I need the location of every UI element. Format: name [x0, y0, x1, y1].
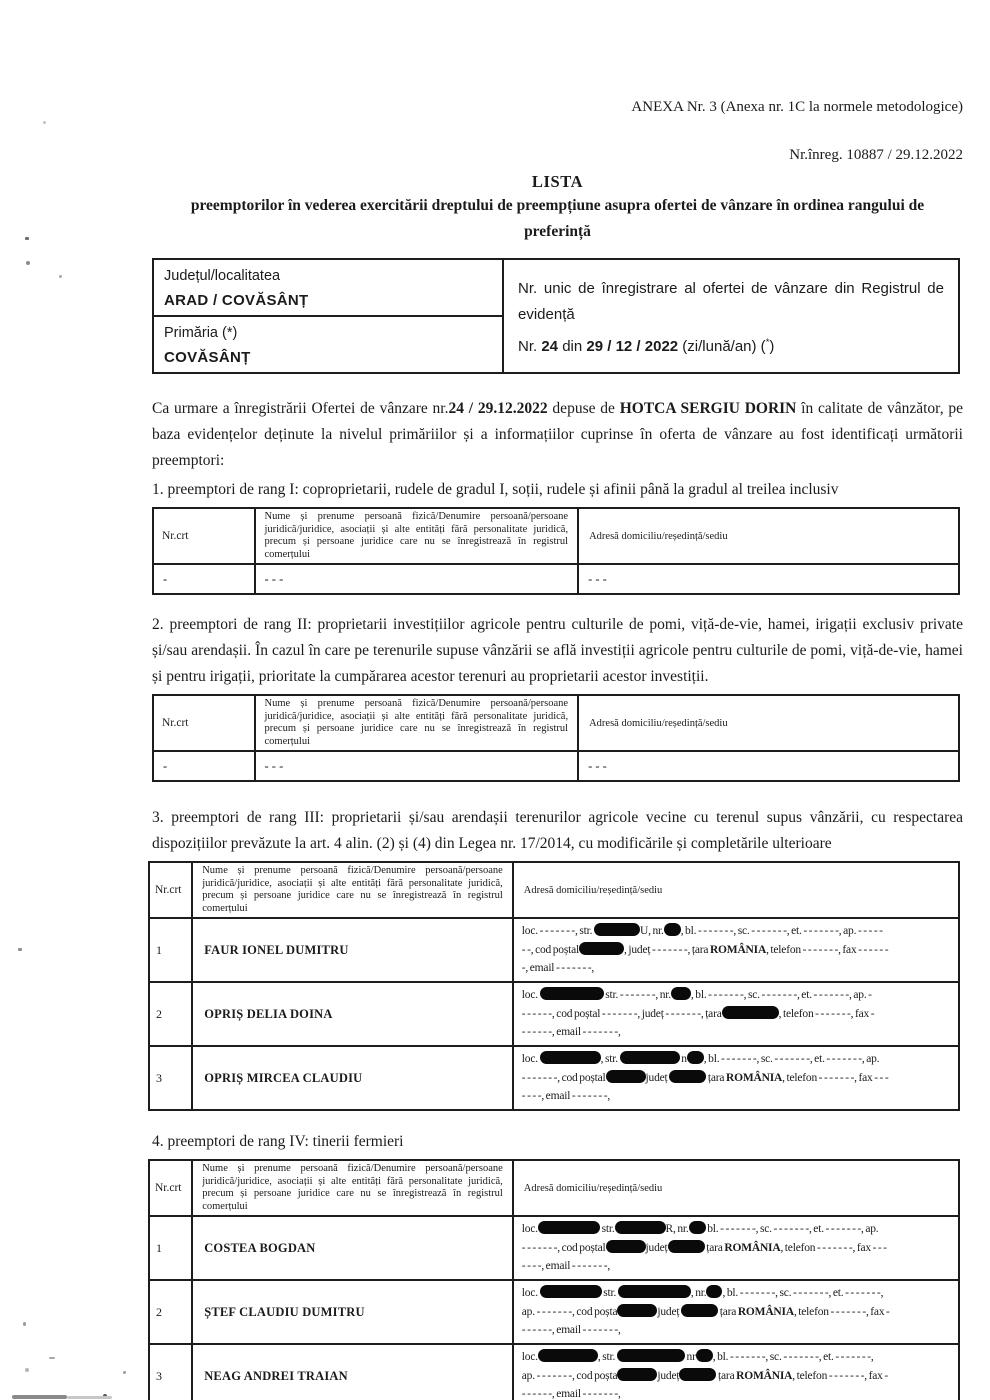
address-line: loc. , str. n , bl. - - - - - - -, sc. - - - - - - -, et. - - - - - - -, ap.: [521, 1053, 880, 1066]
address-line: - - - -, email - - - - - - -,: [521, 1090, 611, 1103]
col-header-name: Nume și prenume persoană fizică/Denumire persoană/persoane juridică/juridice, asociații și alte entități fără personalitate juridică, precum și persoane juridice care nu se înregistrează în registrul comerțului: [192, 1160, 513, 1216]
section1-heading: 1. preemptori de rang I: coproprietarii, rudele de gradul I, soții, rudele și afinii până la gradul al treilea inclusiv: [152, 481, 839, 498]
col-header-address: Adresă domiciliu/reședință/sediu: [578, 695, 959, 751]
unique-registration-cell: [503, 259, 959, 373]
preemptor-row: [149, 1216, 959, 1280]
redaction-mark: [540, 1285, 602, 1298]
row-number: 1: [149, 918, 192, 982]
redaction-mark: [606, 1070, 646, 1083]
county-cell: [153, 259, 503, 316]
redaction-mark: [706, 1285, 722, 1298]
address-line: - - - - - -, email - - - - - - -,: [521, 1388, 621, 1400]
registration-info-table: [152, 258, 960, 374]
preemptor-name: COSTEA BOGDAN: [192, 1216, 513, 1280]
preemptor-address: [513, 982, 959, 1046]
preemptor-address: - - -: [578, 751, 959, 781]
address-line: - - - - - - -, cod poștal județ țara ROMÂNIA, telefon - - - - - - -, fax - - -: [521, 1241, 887, 1254]
address-line: - - - -, email - - - - - - -,: [521, 1260, 611, 1273]
preemptor-address: [513, 1280, 959, 1344]
row-number: 3: [149, 1344, 192, 1400]
preemptor-name: - - -: [255, 751, 579, 781]
preemptor-address: [513, 1344, 959, 1400]
registration-number: Nr.înreg. 10887 / 29.12.2022: [789, 147, 963, 163]
primaria-value: COVĂSÂNȚ: [164, 349, 251, 366]
unique-reg-label-line1: Nr. unic de înregistrare al ofertei de vânzare din Registrul de: [518, 280, 944, 297]
rank2-table: [152, 694, 960, 782]
redaction-mark: [540, 1051, 601, 1064]
address-line: loc. str. R, nr. bl. - - - - - - -, sc. - - - - - - -, et. - - - - - - -, ap.: [521, 1223, 879, 1236]
redaction-mark: [668, 1240, 705, 1253]
scan-speck: [49, 1357, 55, 1359]
redaction-mark: [538, 1349, 598, 1362]
col-header-nr: Nr.crt: [149, 1160, 192, 1216]
empty-row: [153, 564, 959, 594]
address-line: loc. str. - - - - - - -, nr. , bl. - - - - - - -, sc. - - - - - - -, et. - - - - - - -, ap. -: [521, 989, 872, 1002]
section3-heading: 3. preemptori de rang III: proprietarii și/sau arendașii terenurilor agricole vecine cu terenul supus vânzării, cu respectarea dispozițiilor prevăzute la art. 4 alin. (2) și (4) din Legea nr. 17/2014, cu modificările și completările ulterioare: [152, 809, 963, 852]
address-line: - - - - - -, cod poștal - - - - - - -, județ - - - - - - -, țara , telefon - - - - - - -, fax -: [521, 1007, 875, 1020]
scan-smudge: [12, 1395, 67, 1399]
section4-heading: 4. preemptori de rang IV: tinerii fermieri: [152, 1133, 404, 1150]
preemptor-name: OPRIȘ DELIA DOINA: [192, 982, 513, 1046]
col-header-name: Nume și prenume persoană fizică/Denumire persoană/persoane juridică/juridice, asociații și alte entități fără personalitate juridică, precum și persoane juridice care nu se înregistrează în registrul comerțului: [255, 508, 579, 564]
redaction-mark: [540, 987, 604, 1000]
address-line: - - - - - - -, cod poștal județ țara ROMÂNIA, telefon - - - - - - -, fax - - -: [521, 1071, 889, 1084]
scan-speck: [23, 1322, 26, 1326]
col-header-address: Adresă domiciliu/reședință/sediu: [513, 862, 959, 918]
preemptor-row: [149, 982, 959, 1046]
address-line: loc. str. , nr. , bl. - - - - - - -, sc. - - - - - - -, et. - - - - - - -,: [521, 1287, 884, 1300]
preemptor-address: [513, 1046, 959, 1110]
preemptor-name: OPRIȘ MIRCEA CLAUDIU: [192, 1046, 513, 1110]
empty-row: [153, 751, 959, 781]
row-number: 2: [149, 1280, 192, 1344]
redaction-mark: [617, 1368, 657, 1381]
redaction-mark: [664, 923, 681, 936]
scan-speck: [26, 261, 30, 265]
row-number: 2: [149, 982, 192, 1046]
redaction-mark: [669, 1070, 706, 1083]
address-line: - - - - - -, email - - - - - - -,: [521, 1026, 621, 1039]
col-header-name: Nume și prenume persoană fizică/Denumire persoană/persoane juridică/juridice, asociații și alte entități fără personalitate juridică, precum și persoane juridice care nu se înregistrează în registrul comerțului: [192, 862, 513, 918]
redaction-mark: [617, 1304, 657, 1317]
preemptor-name: NEAG ANDREI TRAIAN: [192, 1344, 513, 1400]
address-line: - - - - - -, email - - - - - - -,: [521, 1324, 621, 1337]
address-line: - -, cod poștal , județ - - - - - - -, țara ROMÂNIA, telefon - - - - - - -, fax - - - - - -: [521, 943, 889, 956]
redaction-mark: [579, 942, 624, 955]
rank4-table: [148, 1159, 960, 1400]
county-value: ARAD / COVĂSÂNȚ: [164, 292, 309, 309]
rank3-table: [148, 861, 960, 1111]
subtitle-line-2: preferință: [524, 223, 591, 240]
redaction-mark: [722, 1006, 779, 1019]
col-header-name: Nume și prenume persoană fizică/Denumire persoană/persoane juridică/juridice, asociații și alte entități fără personalitate juridică, precum și persoane juridice care nu se înregistrează în registrul comerțului: [255, 695, 579, 751]
preemptor-address: [513, 1216, 959, 1280]
redaction-mark: [696, 1349, 713, 1362]
scan-speck: [25, 1368, 29, 1372]
unique-reg-label-line2: evidență: [518, 306, 575, 323]
redaction-mark: [538, 1221, 600, 1234]
primaria-cell: [153, 316, 503, 373]
redaction-mark: [606, 1240, 646, 1253]
address-line: ap. - - - - - - -, cod poșta județ țara ROMÂNIA, telefon - - - - - - -, fax -: [521, 1369, 889, 1382]
redaction-mark: [681, 1304, 718, 1317]
preemptor-name: FAUR IONEL DUMITRU: [192, 918, 513, 982]
address-line: ap. - - - - - - -, cod poșta județ țara ROMÂNIA, telefon - - - - - - -, fax -: [521, 1305, 890, 1318]
redaction-mark: [594, 923, 640, 936]
document-subtitle: [152, 193, 963, 245]
anexa-heading: ANEXA Nr. 3 (Anexa nr. 1C la normele metodologice): [631, 99, 963, 115]
preemptor-name: - - -: [255, 564, 579, 594]
document-title: LISTA: [531, 172, 584, 191]
scan-speck: [43, 121, 46, 124]
address-line: loc. , str. nr , bl. - - - - - - -, sc. - - - - - - -, et. - - - - - - -,: [521, 1351, 874, 1364]
address-line: loc. - - - - - - -, str. U, nr. , bl. - - - - - - -, sc. - - - - - - -, et. - - - - - - -, ap. - - - - -: [521, 925, 883, 938]
preemptor-address: [513, 918, 959, 982]
section2-heading: 2. preemptori de rang II: proprietarii investițiilor agricole pentru culturile de pomi, viță-de-vie, hamei, irigații exclusiv private și/sau arendașii. În cazul în care pe terenurile supuse vânzării se află investiții agricole pentru culturile de pomi, viță-de-vie, hamei și pentru irigații, prioritate la cumpărarea acestor terenuri au proprietarii acestor investiții.: [152, 616, 963, 685]
col-header-nr: Nr.crt: [149, 862, 192, 918]
scan-speck: [59, 275, 62, 278]
redaction-mark: [620, 1051, 680, 1064]
preemptor-address: - - -: [578, 564, 959, 594]
row-number: -: [153, 751, 255, 781]
address-line: -, email - - - - - - -,: [521, 962, 595, 975]
scan-speck: [123, 1371, 126, 1374]
subtitle-line-1: preemptorilor în vederea exercitării dreptului de preempțiune asupra ofertei de vânzare în ordinea rangului de: [190, 197, 925, 214]
redaction-mark: [679, 1368, 716, 1381]
redaction-mark: [618, 1285, 691, 1298]
row-number: 1: [149, 1216, 192, 1280]
row-number: -: [153, 564, 255, 594]
preemptor-name: ȘTEF CLAUDIU DUMITRU: [192, 1280, 513, 1344]
redaction-mark: [689, 1221, 706, 1234]
primaria-label: Primăria (*): [164, 325, 238, 341]
redaction-mark: [687, 1051, 704, 1064]
redaction-mark: [615, 1221, 666, 1234]
preemptor-row: [149, 1344, 959, 1400]
row-number: 3: [149, 1046, 192, 1110]
col-header-nr: Nr.crt: [153, 508, 255, 564]
preemptor-row: [149, 1046, 959, 1110]
scan-speck: [18, 948, 22, 951]
redaction-mark: [671, 987, 691, 1000]
col-header-nr: Nr.crt: [153, 695, 255, 751]
county-label: Județul/localitatea: [164, 268, 281, 284]
offer-number: Nr. 24 din 29 / 12 / 2022 (zi/lună/an) (*): [518, 337, 775, 355]
preemptor-row: [149, 1280, 959, 1344]
col-header-address: Adresă domiciliu/reședință/sediu: [578, 508, 959, 564]
preemptor-row: [149, 918, 959, 982]
redaction-mark: [617, 1349, 685, 1362]
intro-paragraph: Ca urmare a înregistrării Ofertei de vânzare nr.24 / 29.12.2022 depuse de HOTCA SERGIU DORIN în calitate de vânzător, pe baza evidențelor deținute la nivelul primăriilor și a informațiilor cuprinse în oferta de vânzare au fost identificați următorii preemptori:: [152, 400, 964, 469]
col-header-address: Adresă domiciliu/reședință/sediu: [513, 1160, 959, 1216]
scan-smudge: [67, 1396, 112, 1399]
scan-speck: [25, 237, 29, 240]
rank1-table: [152, 507, 960, 595]
